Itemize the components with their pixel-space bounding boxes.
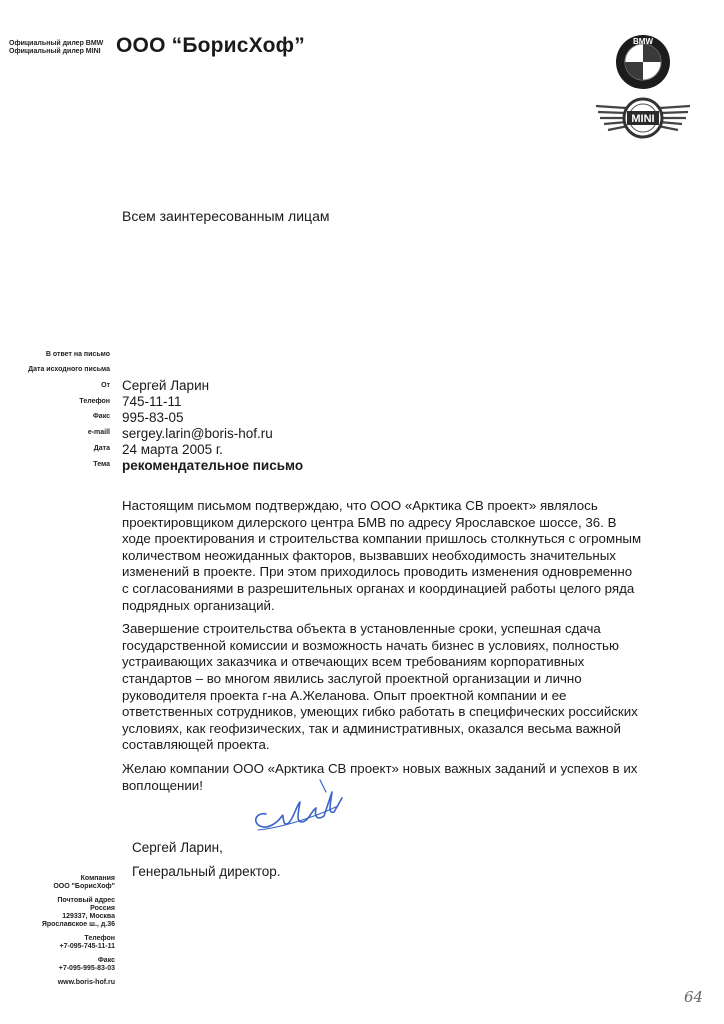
svg-text:BMW: BMW — [633, 37, 653, 46]
svg-text:MINI: MINI — [631, 113, 655, 125]
footer-address-label: Почтовый адрес — [57, 897, 115, 904]
footer-fax-value: +7-095-995-83-03 — [58, 965, 115, 972]
bmw-logo — [616, 35, 670, 89]
value-phone: 745-11-11 — [122, 394, 182, 409]
footer-phone-value: +7-095-745-11-11 — [59, 943, 115, 950]
signatory-title: Генеральный директор. — [132, 864, 281, 879]
page-number: 64 — [684, 988, 704, 1006]
footer-address — [0, 897, 115, 929]
footer-company-label: Компания — [80, 875, 115, 882]
signatory-name: Сергей Ларин, — [132, 840, 223, 855]
body-paragraph-1: Настоящим письмом подтверждаю, что ООО «Арктика СВ проект» являлось проектировщиком дилерского центра БМВ по адресу Ярославское шоссе, 36. В ходе проектирования и строительства компании пришлось столкнуться с огромным количеством неожиданных факторов, вызвавших необходимость значительных изменений в проекте. При этом приходилось проводить изменения одновременно с согласованиями в разрешительных органах и координацией работы целого ряда подрядных организаций. — [122, 498, 642, 613]
footer-company-value: ООО "БорисХоф" — [53, 883, 115, 890]
label-original-date: Дата исходного письма — [28, 366, 110, 373]
label-phone: Телефон — [79, 398, 110, 405]
label-reply-to: В ответ на письмо — [45, 351, 110, 358]
label-date: Дата — [93, 445, 110, 452]
dealer-line-bmw: Официальный дилер BMW — [9, 40, 104, 47]
label-email: e-maill — [87, 429, 110, 436]
handwritten-signature — [238, 762, 358, 842]
value-date: 24 марта 2005 г. — [122, 442, 223, 457]
value-subject: рекомендательное письмо — [122, 458, 304, 473]
footer-fax-label: Факс — [97, 957, 115, 964]
letter-body — [122, 498, 642, 801]
footer-website: www.boris-hof.ru — [57, 979, 115, 986]
salutation: Всем заинтересованным лицам — [122, 208, 330, 224]
footer-phone — [0, 935, 115, 951]
body-paragraph-2: Завершение строительства объекта в установленные сроки, успешная сдача государственной комиссии и возможность начать бизнес в условиях, полностью устраивающих заказчика и отвечающих всем требованиям корпоративных стандартов – во многом явились заслугой проектной организации и лично руководителя проекта г-на А.Желанова. Опыт проектной компании и ее ответственных сотрудников, умеющих гибко работать в специфических российских условиях, как геофизических, так и административных, оказался весьма важной составляющей проекта. — [122, 621, 638, 753]
footer-contacts — [0, 875, 115, 993]
label-fax: Факс — [92, 413, 110, 420]
body-paragraph-3: Желаю компании ООО «Арктика СВ проект» новых важных заданий и успехов в их воплощении! — [122, 760, 638, 793]
label-from: От — [101, 382, 110, 389]
footer-fax — [0, 957, 115, 973]
footer-phone-label: Телефон — [84, 935, 115, 942]
label-subject: Тема — [93, 461, 110, 468]
mini-logo — [596, 99, 690, 137]
dealer-info — [9, 40, 103, 56]
company-title: ООО “БорисХоф” — [116, 34, 305, 57]
value-from: Сергей Ларин — [122, 378, 210, 393]
footer-company — [0, 875, 115, 891]
brand-logos — [590, 22, 700, 152]
value-fax: 995-83-05 — [122, 410, 184, 425]
value-email: sergey.larin@boris-hof.ru — [122, 426, 273, 441]
footer-address-line: Ярославское ш., д.36 — [41, 921, 115, 928]
footer-address-line: Россия — [90, 905, 115, 912]
footer-address-line: 129337, Москва — [62, 913, 115, 920]
dealer-line-mini: Официальный дилер MINI — [9, 48, 101, 55]
